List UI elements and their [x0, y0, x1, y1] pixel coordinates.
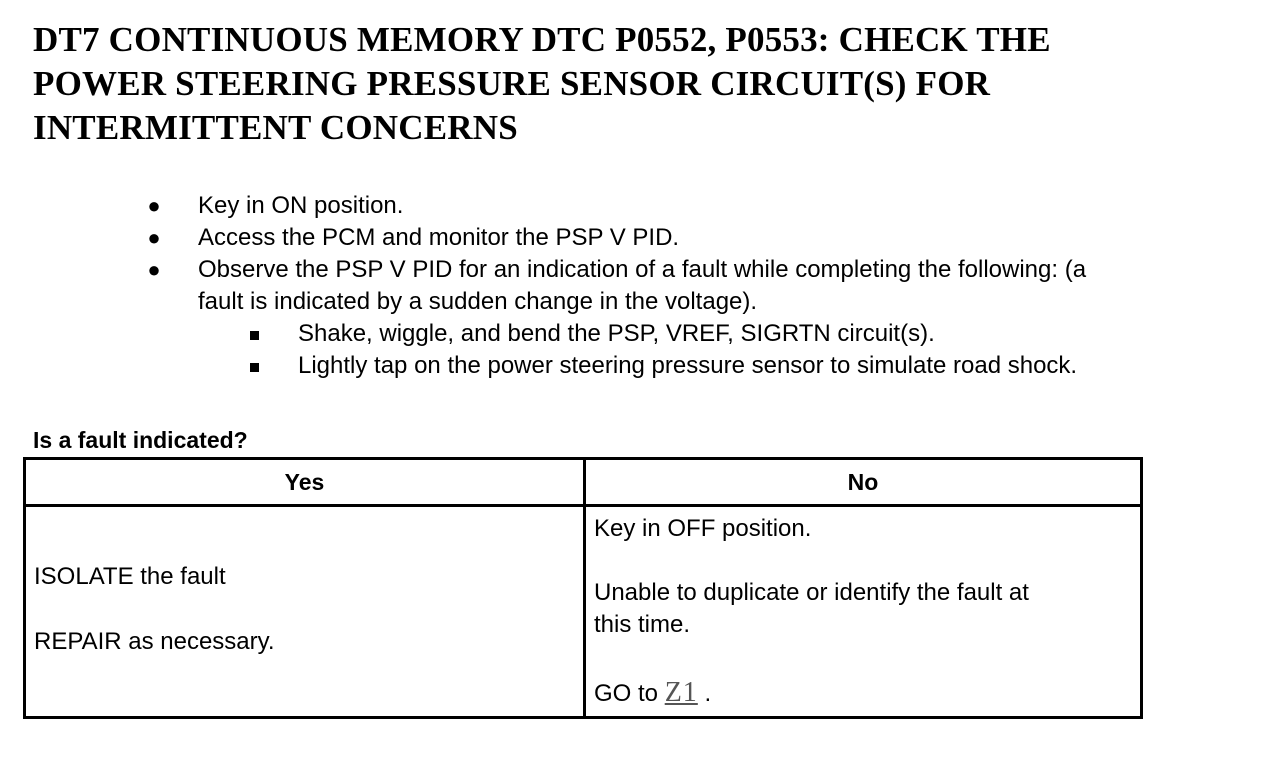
sub-step-item: [0, 318, 1264, 350]
yes-text-repair: REPAIR as necessary.: [34, 628, 275, 655]
sub-step-text: Lightly tap on the power steering pressure sensor to simulate road shock.: [298, 352, 1078, 379]
goto-suffix: .: [704, 680, 712, 707]
yes-header: Yes: [25, 459, 585, 506]
no-text-unable: Unable to duplicate or identify the fault at: [594, 579, 1029, 606]
decision-table: [23, 457, 1143, 719]
step-text: Access the PCM and monitor the PSP V PID.: [198, 224, 680, 251]
title-line: INTERMITTENT CONCERNS: [33, 108, 518, 147]
page-title: [33, 18, 1243, 150]
no-text-key-off: Key in OFF position.: [594, 515, 812, 542]
no-text-time: this time.: [594, 611, 691, 638]
table-row: [25, 506, 1142, 718]
step-item: [0, 222, 1264, 254]
square-bullet-icon: [250, 363, 259, 372]
table-header-row: [25, 459, 1142, 506]
goto-z1-link[interactable]: Z1: [664, 677, 698, 708]
step-item: [0, 254, 1264, 318]
yes-text-isolate: ISOLATE the fault: [34, 563, 226, 590]
bullet-icon: ●: [147, 193, 161, 218]
sub-step-text: Shake, wiggle, and bend the PSP, VREF, SIGRTN circuit(s).: [298, 320, 935, 347]
no-cell: [585, 506, 1142, 718]
square-bullet-icon: [250, 331, 259, 340]
bullet-icon: ●: [147, 257, 161, 282]
goto-line: [594, 677, 711, 709]
step-text: Observe the PSP V PID for an indication of a fault while completing the following: (a: [198, 256, 1087, 283]
procedure-steps: [0, 190, 1264, 382]
title-line: POWER STEERING PRESSURE SENSOR CIRCUIT(S) FOR: [33, 64, 991, 103]
step-text: Key in ON position.: [198, 192, 404, 219]
title-line: DT7 CONTINUOUS MEMORY DTC P0552, P0553: CHECK THE: [33, 20, 1051, 59]
no-header: No: [585, 459, 1142, 506]
sub-step-item: [0, 350, 1264, 382]
goto-prefix: GO to: [594, 680, 659, 707]
yes-cell: [25, 506, 585, 718]
bullet-icon: ●: [147, 225, 161, 250]
decision-question: Is a fault indicated?: [33, 427, 248, 453]
step-text: fault is indicated by a sudden change in the voltage).: [198, 288, 758, 315]
step-item: [0, 190, 1264, 222]
